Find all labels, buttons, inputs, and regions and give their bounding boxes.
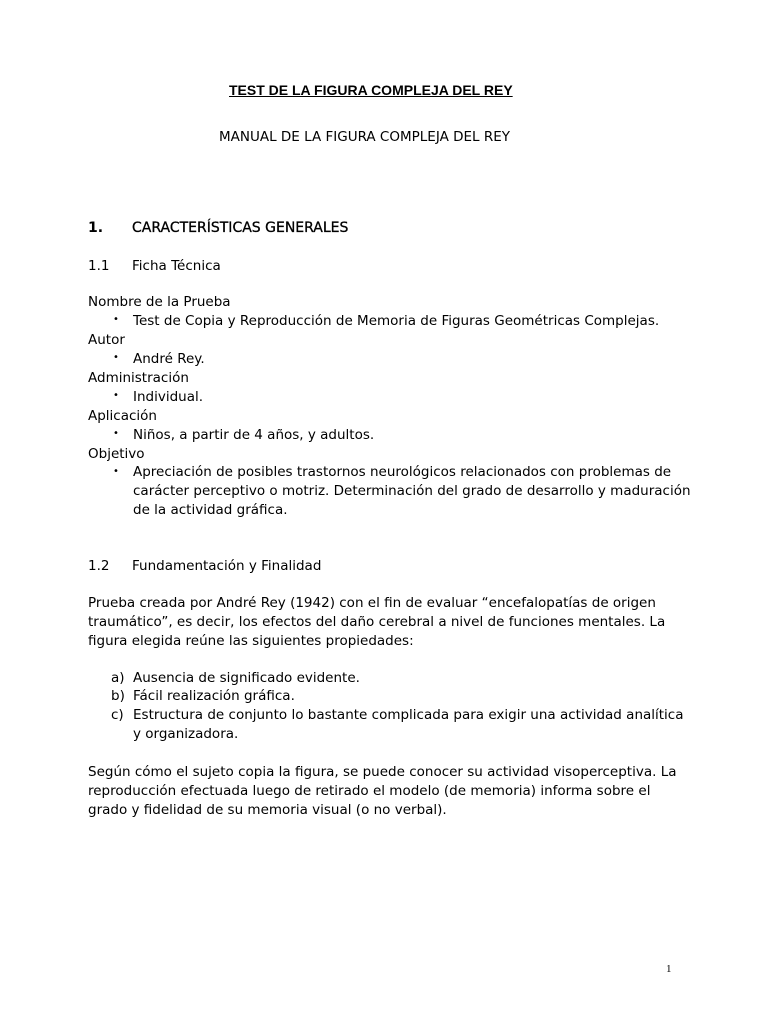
ficha-item: Test de Copia y Reproducción de Memoria de Figuras Geométricas Complejas. xyxy=(133,313,660,329)
paragraph-line: Prueba creada por André Rey (1942) con el fin de evaluar “encefalopatías de origen xyxy=(88,595,656,611)
page-number: 1 xyxy=(666,963,672,975)
bullet-icon: • xyxy=(113,314,119,325)
bullet-icon: • xyxy=(113,466,119,477)
document-title: TEST DE LA FIGURA COMPLEJA DEL REY xyxy=(229,82,513,98)
list-marker: a) xyxy=(111,670,125,686)
subsection-heading: Fundamentación y Finalidad xyxy=(132,558,322,574)
ficha-label-administracion: Administración xyxy=(88,370,189,386)
subsection-number: 1.1 xyxy=(88,258,110,274)
list-marker: c) xyxy=(111,707,124,723)
paragraph-line: traumático”, es decir, los efectos del daño cerebral a nivel de funciones mentales. La xyxy=(88,614,666,630)
ficha-item-line: de la actividad gráfica. xyxy=(133,502,288,518)
bullet-icon: • xyxy=(113,428,119,439)
ficha-item: André Rey. xyxy=(133,351,205,367)
section-number: 1. xyxy=(88,220,104,236)
ficha-label-autor: Autor xyxy=(88,332,125,348)
list-item: Fácil realización gráfica. xyxy=(133,688,295,704)
ficha-label-nombre: Nombre de la Prueba xyxy=(88,294,231,310)
ficha-item: Individual. xyxy=(133,389,204,405)
list-item-continuation: y organizadora. xyxy=(133,726,239,742)
ficha-item: Niños, a partir de 4 años, y adultos. xyxy=(133,427,375,443)
list-item: Ausencia de significado evidente. xyxy=(133,670,360,686)
document-subtitle: MANUAL DE LA FIGURA COMPLEJA DEL REY xyxy=(219,129,510,145)
section-heading: CARACTERÍSTICAS GENERALES xyxy=(132,220,349,236)
ficha-item-line: Apreciación de posibles trastornos neurológicos relacionados con problemas de xyxy=(133,464,672,480)
bullet-icon: • xyxy=(113,352,119,363)
paragraph-line: Según cómo el sujeto copia la figura, se puede conocer su actividad visoperceptiva. La xyxy=(88,764,677,780)
paragraph-line: reproducción efectuada luego de retirado el modelo (de memoria) informa sobre el xyxy=(88,783,651,799)
ficha-label-aplicacion: Aplicación xyxy=(88,408,157,424)
ficha-label-objetivo: Objetivo xyxy=(88,446,145,462)
list-item: Estructura de conjunto lo bastante complicada para exigir una actividad analítica xyxy=(133,707,684,723)
ficha-item-line: carácter perceptivo o motriz. Determinación del grado de desarrollo y maduración xyxy=(133,483,691,499)
bullet-icon: • xyxy=(113,390,119,401)
paragraph-line: grado y fidelidad de su memoria visual (o no verbal). xyxy=(88,802,447,818)
list-marker: b) xyxy=(111,688,125,704)
paragraph-line: figura elegida reúne las siguientes propiedades: xyxy=(88,633,414,649)
subsection-heading: Ficha Técnica xyxy=(132,258,221,274)
subsection-number: 1.2 xyxy=(88,558,110,574)
